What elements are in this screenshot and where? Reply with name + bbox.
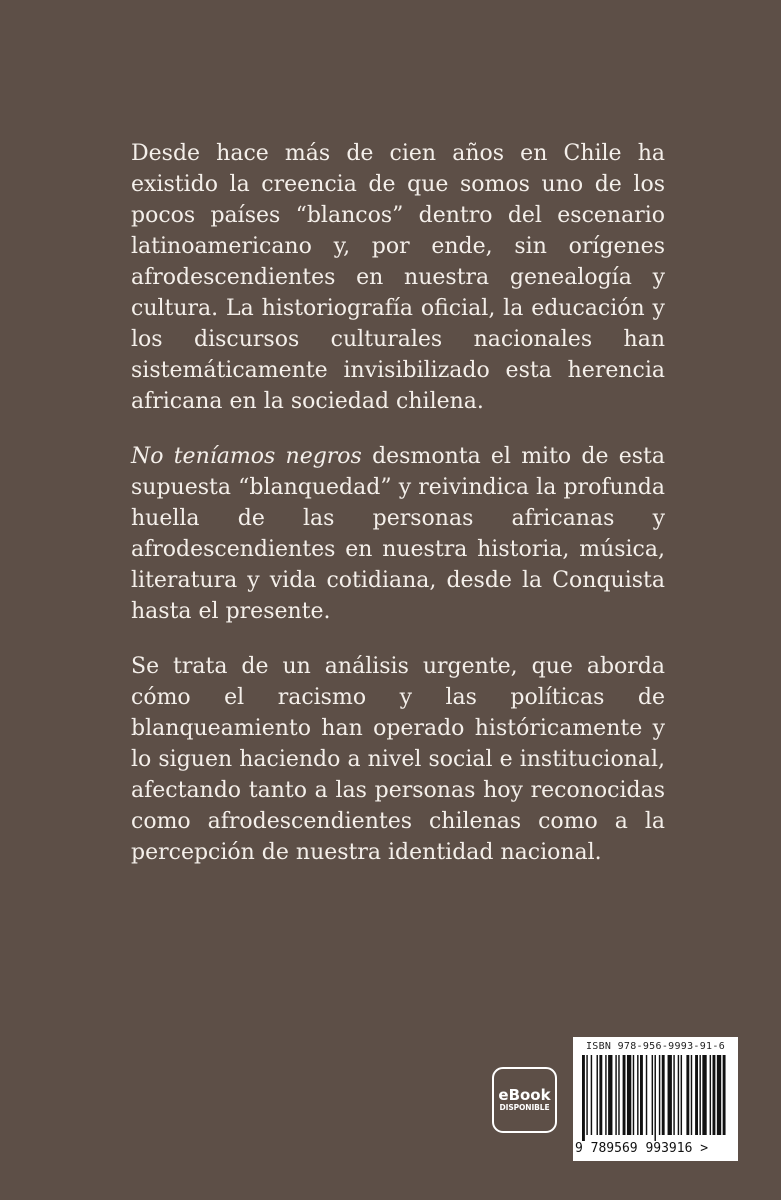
barcode-bar bbox=[691, 1055, 692, 1135]
barcode-bar bbox=[662, 1055, 665, 1135]
barcode-bar bbox=[673, 1055, 674, 1135]
ebook-available-badge bbox=[492, 1067, 557, 1133]
barcode-bar bbox=[615, 1055, 616, 1135]
barcode-bar bbox=[627, 1055, 631, 1135]
barcode-bar bbox=[597, 1055, 598, 1135]
barcode-bar bbox=[681, 1055, 682, 1135]
barcode-bar bbox=[686, 1055, 689, 1135]
blurb-paragraph-3 bbox=[131, 651, 665, 868]
barcode-bar bbox=[702, 1055, 706, 1135]
paragraph-text: desmonta el mito de esta supuesta “blanquedad” y reivindica la profunda huella de las personas africanas y afrodescendientes en nuestra historia, música, literatura y vida cotidiana, desde la Conquista hasta el presente. bbox=[131, 444, 665, 624]
ebook-badge-title: eBook bbox=[498, 1086, 551, 1104]
barcode-bar bbox=[699, 1055, 700, 1135]
barcode-bar bbox=[678, 1055, 679, 1135]
isbn-label: ISBN 978-956-9993-91-6 bbox=[585, 1041, 726, 1052]
barcode-bar bbox=[640, 1055, 643, 1135]
paragraph-text: Desde hace más de cien años en Chile ha existido la creencia de que somos uno de los pocos países “blancos” dentro del escenario latinoamericano y, por ende, sin orígenes afrodescendientes en nuestra genealogía y cultura. La historiografía oficial, la educación y los discursos culturales nacionales han sistemáticamente invisibilizado esta herencia africana en la sociedad chilena. bbox=[131, 141, 665, 414]
barcode-bar bbox=[659, 1055, 660, 1135]
barcode-bar bbox=[623, 1055, 626, 1135]
barcode-bar bbox=[652, 1055, 653, 1135]
paragraph-text: Se trata de un análisis urgente, que aborda cómo el racismo y las políticas de blanqueamiento han operado históricamente y lo siguen haciendo a nivel social e institucional, afectando tanto a las personas hoy reconocidas como afrodescendientes chilenas como a la percepción de nuestra identidad nacional. bbox=[131, 654, 665, 865]
ebook-badge-subtitle: DISPONIBLE bbox=[499, 1103, 550, 1112]
barcode-bar bbox=[582, 1055, 585, 1141]
barcode-bar bbox=[717, 1055, 721, 1135]
barcode-bar bbox=[695, 1055, 698, 1135]
barcode-bars bbox=[582, 1055, 729, 1141]
barcode-bar bbox=[668, 1055, 672, 1135]
barcode-bar bbox=[586, 1055, 587, 1135]
barcode-bar bbox=[723, 1055, 726, 1135]
barcode-bar bbox=[710, 1055, 711, 1135]
blurb-paragraph-1 bbox=[131, 138, 665, 417]
barcode-bar bbox=[599, 1055, 602, 1135]
barcode-bar bbox=[618, 1055, 619, 1135]
barcode-bar bbox=[608, 1055, 612, 1135]
barcode-bar bbox=[646, 1055, 647, 1135]
barcode-end-mark: > bbox=[700, 1141, 709, 1156]
barcode-bar bbox=[655, 1055, 656, 1141]
back-cover-blurb bbox=[131, 138, 665, 892]
blurb-paragraph-2 bbox=[131, 441, 665, 627]
isbn-barcode bbox=[573, 1037, 738, 1161]
book-title-italic: No teníamos negros bbox=[131, 444, 362, 469]
barcode-bar bbox=[633, 1055, 634, 1135]
barcode-digits bbox=[575, 1141, 735, 1156]
barcode-bar bbox=[637, 1055, 638, 1135]
barcode-bar bbox=[605, 1055, 606, 1135]
barcode-number: 9 789569 993916 bbox=[575, 1141, 693, 1156]
barcode-bar bbox=[591, 1055, 592, 1135]
barcode-bar bbox=[713, 1055, 716, 1135]
